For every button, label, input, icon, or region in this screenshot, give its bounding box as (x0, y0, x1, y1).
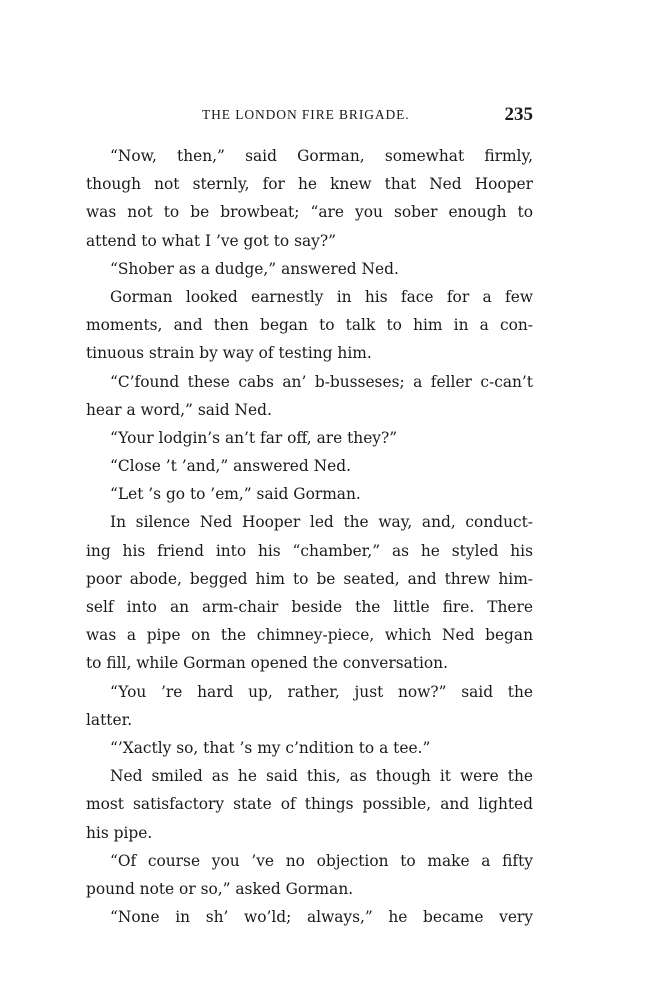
text-line: Ned smiled as he said this, as though it were the (110, 767, 533, 786)
page-number: 235 (504, 104, 533, 125)
text-line: tinuous strain by way of testing him. (86, 344, 372, 363)
text-line: “Close ’t ’and,” answered Ned. (110, 457, 351, 476)
text-line: to fill, while Gorman opened the conversation. (86, 654, 448, 673)
text-line: was not to be browbeat; “are you sober enough to (86, 203, 533, 222)
text-line: attend to what I ’ve got to say?” (86, 231, 336, 250)
body-text (86, 142, 533, 931)
text-line: “Now, then,” said Gorman, somewhat firmly, (110, 147, 533, 165)
text-line: moments, and then began to talk to him in a con- (86, 316, 533, 335)
text-line: most satisfactory state of things possible, and lighted (86, 795, 533, 814)
text-line: “None in sh’ wo’ld; always,” he became very (110, 908, 533, 927)
text-line: self into an arm-chair beside the little fire. There (86, 598, 533, 616)
text-line: latter. (86, 710, 133, 729)
text-line: “’Xactly so, that ’s my c’ndition to a tee.” (110, 738, 431, 757)
running-head: THE LONDON FIRE BRIGADE. (202, 107, 410, 122)
text-line: pound note or so,” asked Gorman. (86, 879, 354, 898)
text-line: “Shober as a dudge,” answered Ned. (110, 259, 399, 278)
text-line: “C’found these cabs an’ b-busseses; a feller c-can’t (110, 372, 533, 391)
text-line: In silence Ned Hooper led the way, and, conduct- (110, 513, 533, 532)
text-line: ing his friend into his “chamber,” as he styled his (86, 541, 533, 560)
text-line: though not sternly, for he knew that Ned Hooper (86, 175, 533, 194)
page-header (86, 104, 533, 126)
text-line: Gorman looked earnestly in his face for a few (110, 287, 533, 306)
text-line: was a pipe on the chimney-piece, which Ned began (86, 626, 533, 645)
text-line: his pipe. (86, 823, 153, 842)
text-line: hear a word,” said Ned. (86, 400, 272, 419)
text-line: “You ’re hard up, rather, just now?” said the (110, 682, 533, 701)
text-line: “Let ’s go to ’em,” said Gorman. (110, 485, 361, 504)
text-line: “Of course you ’ve no objection to make a fifty (110, 851, 533, 870)
text-line: “Your lodgin’s an’t far off, are they?” (110, 428, 398, 447)
text-line: poor abode, begged him to be seated, and threw him- (86, 569, 533, 588)
